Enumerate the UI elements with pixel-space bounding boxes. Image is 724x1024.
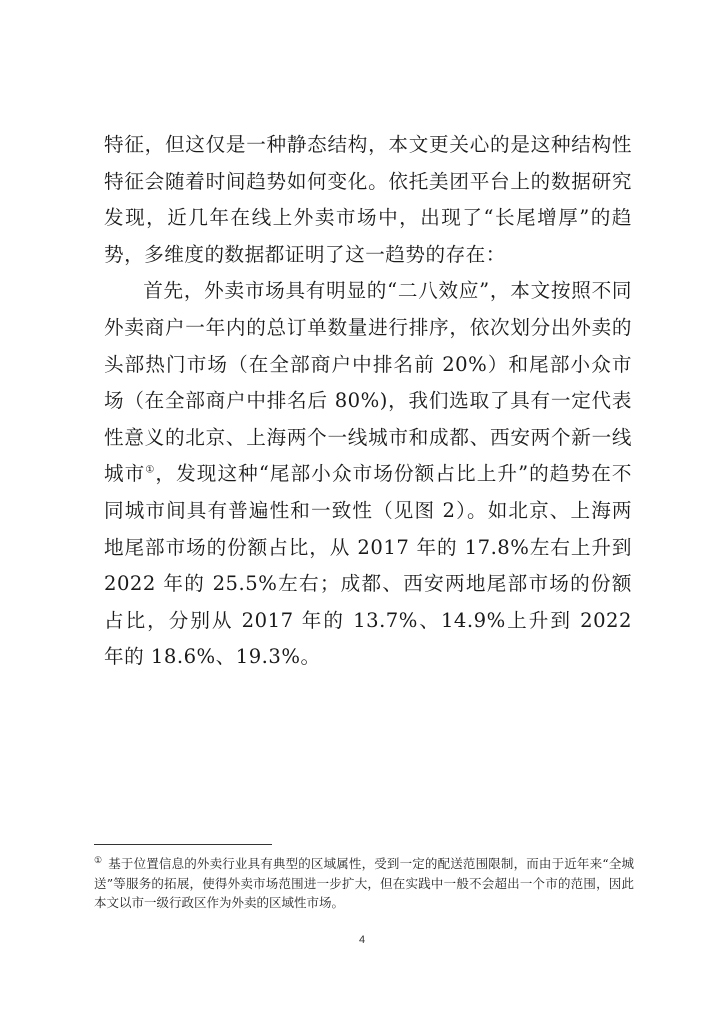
- footnote-reference[interactable]: ①: [145, 464, 156, 476]
- paragraph-text-part2: ，发现这种“尾部小众市场份额占比上升”的趋势在不同城市间具有普遍性和一致性（见图 2）。如北京、上海两地尾部市场的份额占比，从 2017 年的 17.8%左右上升到 2022 年的 25.5%左右；成都、西安两地尾部市场的份额占比，分别从 2017 年的 13.7%、14.9%上升到 2022 年的 18.6%、19.3%。: [104, 462, 632, 669]
- footnote-text: 基于位置信息的外卖行业具有典型的区域属性，受到一定的配送范围限制，而由于近年来“全城送”等服务的拓展，使得外卖市场范围进一步扩大，但在实践中一般不会超出一个市的范围，因此本文以市一级行政区作为外卖的区域性市场。: [94, 856, 634, 910]
- body-text: [104, 127, 632, 676]
- page-number: 4: [358, 934, 366, 946]
- paragraph-market-trend: [104, 273, 632, 676]
- paragraph-text-part1: 首先，外卖市场具有明显的“二八效应”，本文按照不同外卖商户一年内的总订单数量进行排序，依次划分出外卖的头部热门市场（在全部商户中排名前 20%）和尾部小众市场（在全部商户中排名后 80%)，我们选取了具有一定代表性意义的北京、上海两个一线城市和成都、西安两个新一线城市: [104, 279, 632, 486]
- footnote-divider: [94, 844, 272, 845]
- paragraph-continuation: 特征，但这仅是一种静态结构，本文更关心的是这种结构性特征会随着时间趋势如何变化。依托美团平台上的数据研究发现，近几年在线上外卖市场中，出现了“长尾增厚”的趋势，多维度的数据都证明了这一趋势的存在：: [104, 133, 632, 266]
- footnote: [94, 854, 634, 913]
- footnote-mark: ①: [94, 855, 103, 866]
